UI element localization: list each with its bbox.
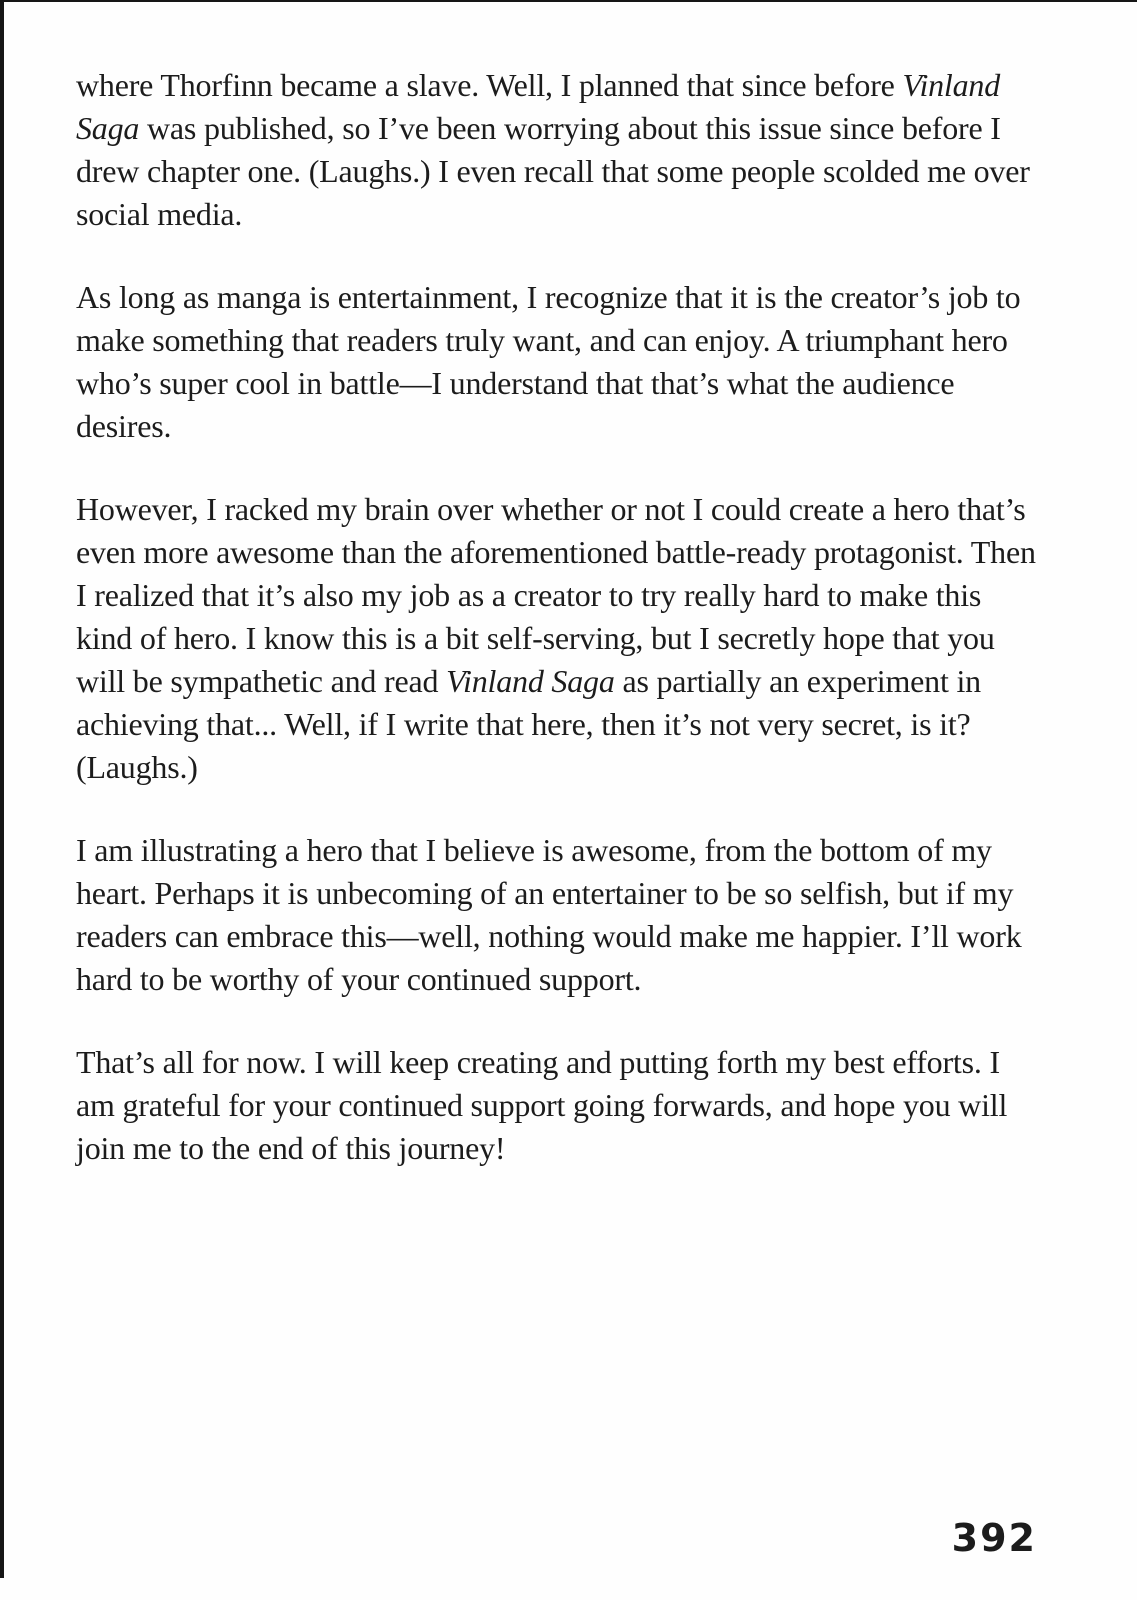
body-paragraph: where Thorfinn became a slave. Well, I planned that since before Vinland Saga was published, so I’ve been worrying about this issue since before I drew chapter one. (Laughs.) I even recall that some people scolded me over social media.: [76, 67, 1030, 232]
page-edge-left-line: [0, 0, 4, 1578]
book-title-italic: Vinland Saga: [76, 67, 1001, 146]
page-number: 392: [951, 1516, 1037, 1560]
page-edge-top-line: [0, 0, 1137, 2]
body-paragraph: I am illustrating a hero that I believe is awesome, from the bottom of my heart. Perhaps it is unbecoming of an entertainer to be so selfish, but if my readers can embrace this—well, nothing would make me happier. I’ll work hard to be worthy of your continued support.: [76, 832, 1022, 997]
body-paragraph: However, I racked my brain over whether or not I could create a hero that’s even more awesome than the aforementioned battle-ready protagonist. Then I realized that it’s also my job as a creator to try really hard to make this kind of hero. I know this is a bit self-serving, but I secretly hope that you will be sympathetic and read Vinland Saga as partially an experiment in achieving that... Well, if I write that here, then it’s not very secret, is it? (Laughs.): [76, 491, 1036, 785]
page-text: [76, 64, 1042, 1210]
book-title-italic: Vinland Saga: [446, 663, 615, 699]
body-paragraph: As long as manga is entertainment, I recognize that it is the creator’s job to make something that readers truly want, and can enjoy. A triumphant hero who’s super cool in battle—I understand that that’s what the audience desires.: [76, 279, 1021, 444]
body-paragraph: That’s all for now. I will keep creating and putting forth my best efforts. I am grateful for your continued support going forwards, and hope you will join me to the end of this journey!: [76, 1044, 1008, 1166]
